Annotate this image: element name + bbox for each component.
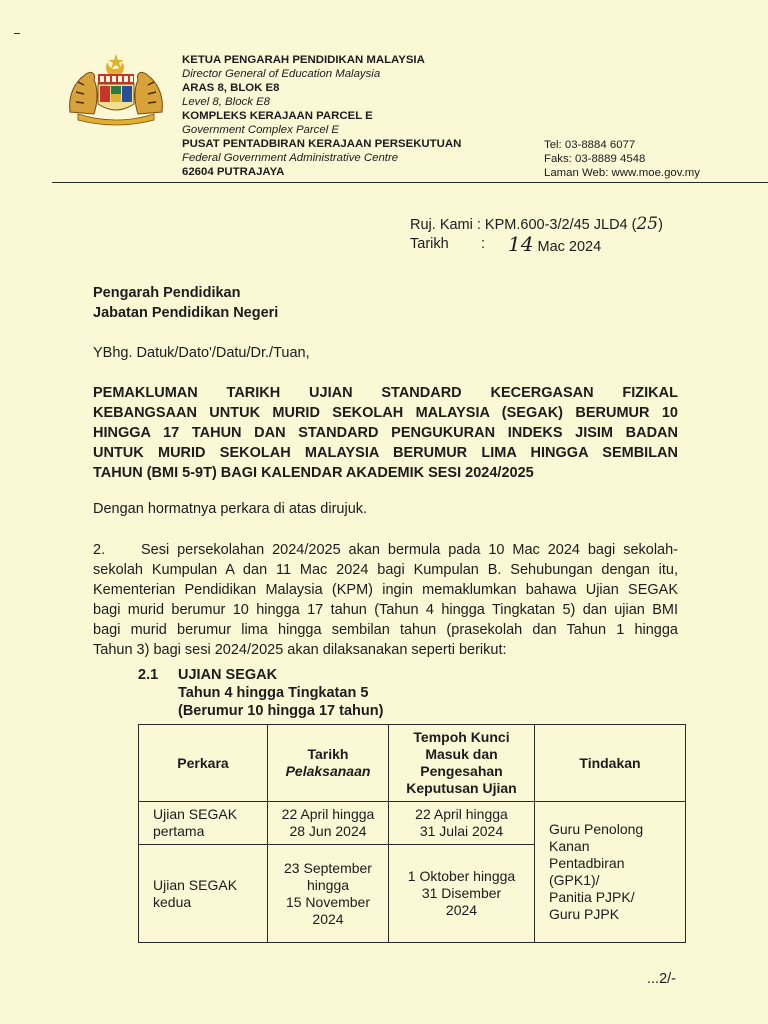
header-tindakan: Tindakan (535, 725, 686, 802)
subject-line: KEBANGSAAN UNTUK MURID SEKOLAH MALAYSIA (SEGAK) BERUMUR 10 (93, 405, 678, 421)
cell-perkara: Ujian SEGAK kedua (139, 845, 268, 943)
cell-tempoh: 22 April hingga 31 Julai 2024 (389, 802, 535, 845)
paragraph-line: Kementerian Pendidikan Malaysia (KPM) ingin memaklumkan bahawa Ujian SEGAK (93, 582, 678, 598)
letterhead-line: Government Complex Parcel E (182, 124, 339, 136)
subject-line: UNTUK MURID SEKOLAH MALAYSIA BERUMUR LIMA HINGGA SEMBILAN (93, 445, 678, 461)
date-colon: : (481, 236, 486, 252)
cell-tarikh: 23 September hingga 15 November 2024 (268, 845, 389, 943)
paragraph-number: 2. (93, 542, 106, 558)
letterhead-line: Level 8, Block E8 (182, 96, 271, 108)
letterhead-line: PUSAT PENTADBIRAN KERAJAAN PERSEKUTUAN (182, 138, 462, 150)
letterhead-line: Federal Government Administrative Centre (182, 152, 399, 164)
section-number: 2.1 (138, 667, 159, 683)
date-value: 14 Mac 2024 (508, 232, 602, 256)
cell-perkara: Ujian SEGAK pertama (139, 802, 268, 845)
letterhead-divider (52, 182, 768, 183)
opening-sentence: Dengan hormatnya perkara di atas dirujuk. (93, 501, 368, 517)
paragraph-line: Tahun 3) bagi sesi 2024/2025 akan dilaksanakan seperti berikut: (93, 642, 507, 658)
letterhead-line: ARAS 8, BLOK E8 (182, 82, 280, 94)
paragraph-line: bagi murid berumur lima hingga sembilan tahun (prasekolah dan Tahun 1 hingga (93, 622, 678, 638)
schedule-table (138, 724, 686, 943)
cell-tempoh: 1 Oktober hingga 31 Disember 2024 (389, 845, 535, 943)
subject-line: HINGGA 17 TAHUN DAN STANDARD PENGUKURAN INDEKS JISIM BADAN (93, 425, 678, 441)
paragraph-line: sekolah Kumpulan A dan 11 Mac 2024 bagi Kumpulan B. Sehubungan dengan itu, (93, 562, 678, 578)
header-tarikh: Tarikh Pelaksanaan (268, 725, 389, 802)
reference-number: Ruj. Kami : KPM.600-3/2/45 JLD4 (25) (410, 214, 663, 234)
next-page-indicator: ...2/- (647, 971, 677, 987)
letterhead-line: KETUA PENGARAH PENDIDIKAN MALAYSIA (182, 54, 425, 66)
header-perkara: Perkara (139, 725, 268, 802)
table-header-row (139, 725, 686, 802)
letterhead-line: 62604 PUTRAJAYA (182, 166, 285, 178)
letterhead-line: KOMPLEKS KERAJAAN PARCEL E (182, 110, 373, 122)
contact-tel: Tel: 03-8884 6077 (544, 139, 636, 151)
section-title: UJIAN SEGAK (178, 667, 278, 683)
cell-tarikh: 22 April hingga 28 Jun 2024 (268, 802, 389, 845)
subject-line: TAHUN (BMI 5-9T) BAGI KALENDAR AKADEMIK SESI 2024/2025 (93, 465, 534, 481)
section-subtitle: Tahun 4 hingga Tingkatan 5 (178, 685, 369, 701)
cell-tindakan: Guru Penolong Kanan Pentadbiran (GPK1)/ Panitia PJPK/ Guru PJPK (535, 802, 686, 943)
scan-mark (14, 33, 20, 34)
paragraph-line: Sesi persekolahan 2024/2025 akan bermula pada 10 Mac 2024 bagi sekolah- (141, 542, 678, 558)
table-row (139, 802, 686, 845)
coat-of-arms-icon (64, 52, 168, 126)
section-subtitle: (Berumur 10 hingga 17 tahun) (178, 703, 384, 719)
header-tempoh: Tempoh Kunci Masuk dan Pengesahan Keputusan Ujian (389, 725, 535, 802)
date-label: Tarikh (410, 236, 449, 252)
salutation: YBhg. Datuk/Dato'/Datu/Dr./Tuan, (93, 345, 310, 361)
contact-web: Laman Web: www.moe.gov.my (544, 167, 700, 179)
recipient-line-2: Jabatan Pendidikan Negeri (93, 305, 279, 321)
contact-fax: Faks: 03-8889 4548 (544, 153, 646, 165)
subject-line: PEMAKLUMAN TARIKH UJIAN STANDARD KECERGASAN FIZIKAL (93, 385, 678, 401)
paragraph-line: bagi murid berumur 10 hingga 17 tahun (Tahun 4 hingga Tingkatan 5) dan ujian BMI (93, 602, 678, 618)
letterhead-line: Director General of Education Malaysia (182, 68, 381, 80)
recipient-line-1: Pengarah Pendidikan (93, 285, 241, 301)
